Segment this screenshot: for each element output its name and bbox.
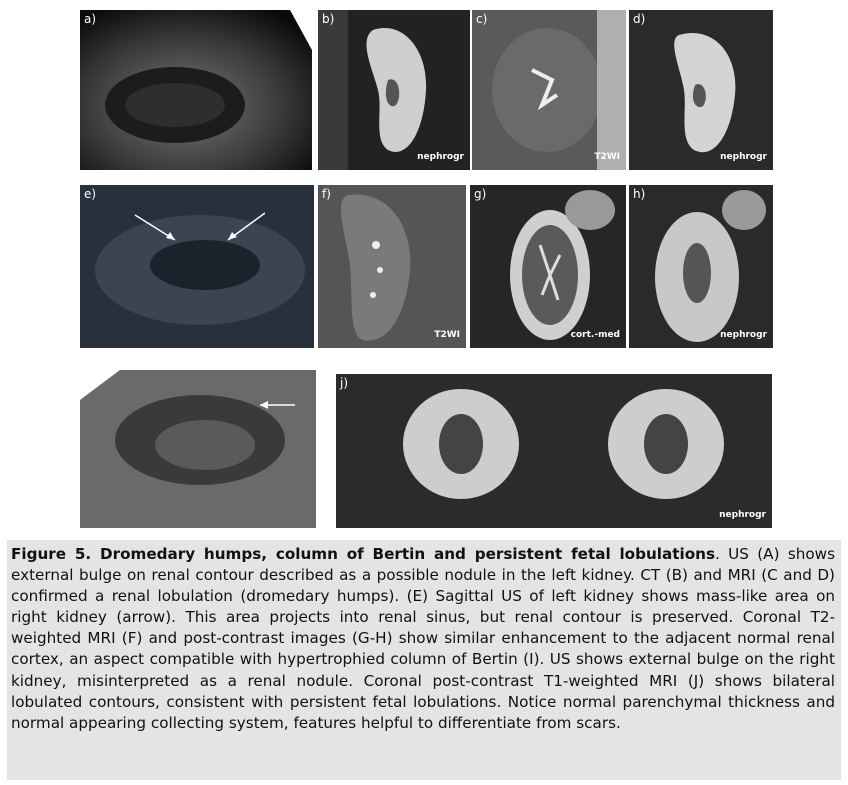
panel-label: a)	[84, 12, 97, 26]
panel-i-ultrasound	[80, 370, 316, 528]
sequence-label: nephrogr	[720, 152, 767, 162]
figure-caption	[7, 540, 841, 780]
panel-b-ct	[318, 10, 470, 170]
panel-label: j)	[340, 376, 349, 390]
panel-a-image	[80, 10, 312, 170]
panel-label: c)	[476, 12, 488, 26]
sequence-label: cort.-med	[570, 330, 620, 340]
panel-label: g)	[474, 187, 487, 201]
panel-a-ultrasound	[80, 10, 312, 170]
panel-f-image	[318, 185, 466, 348]
sequence-label: nephrogr	[720, 330, 767, 340]
panel-g-image	[470, 185, 626, 348]
panel-label: h)	[633, 187, 646, 201]
panel-label: b)	[322, 12, 335, 26]
panel-label: )	[84, 372, 89, 386]
sequence-label: nephrogr	[719, 510, 766, 520]
panel-c-image	[472, 10, 626, 170]
panel-d-mri	[629, 10, 773, 170]
panel-e-ultrasound	[80, 185, 314, 348]
panel-i-image	[80, 370, 316, 528]
caption-title: Figure 5. Dromedary humps, column of Bertin and persistent fetal lobulations	[11, 545, 716, 563]
panel-j-mri	[336, 374, 772, 528]
panel-j-image	[336, 374, 772, 528]
sequence-label: T2WI	[594, 152, 620, 162]
panel-h-mri	[629, 185, 773, 348]
caption-body: . US (A) shows external bulge on renal contour described as a possible nodule in the left kidney. CT (B) and MRI (C and D) confirmed a renal lobulation (dromedary humps). (E) Sagittal US of left kidney shows mass-like area on right kidney (arrow). This area projects into renal sinus, but renal contour is preserved. Coronal T2- weighted MRI (F) and post-contrast images (G-H) show similar enhancement to the adjacent normal renal cortex, an aspect compatible with hypertrophied column of Bertin (I). US shows external bulge on the right kidney, misinterpreted as a renal nodule. Coronal post-contrast T1-weighted MRI (J) shows bilateral lobulated contours, consistent with persistent fetal lobulations. Notice normal parenchymal thickness and normal appearing collecting system, features helpful to differentiate from scars.	[11, 545, 835, 732]
panel-c-mri	[472, 10, 626, 170]
panel-label: d)	[633, 12, 646, 26]
sequence-label: nephrogr	[417, 152, 464, 162]
panel-label: e)	[84, 187, 97, 201]
panel-f-mri	[318, 185, 466, 348]
panel-g-mri	[470, 185, 626, 348]
panel-e-image	[80, 185, 314, 348]
panel-h-image	[629, 185, 773, 348]
panel-b-image	[318, 10, 470, 170]
panel-d-image	[629, 10, 773, 170]
sequence-label: T2WI	[434, 330, 460, 340]
panel-label: f)	[322, 187, 331, 201]
